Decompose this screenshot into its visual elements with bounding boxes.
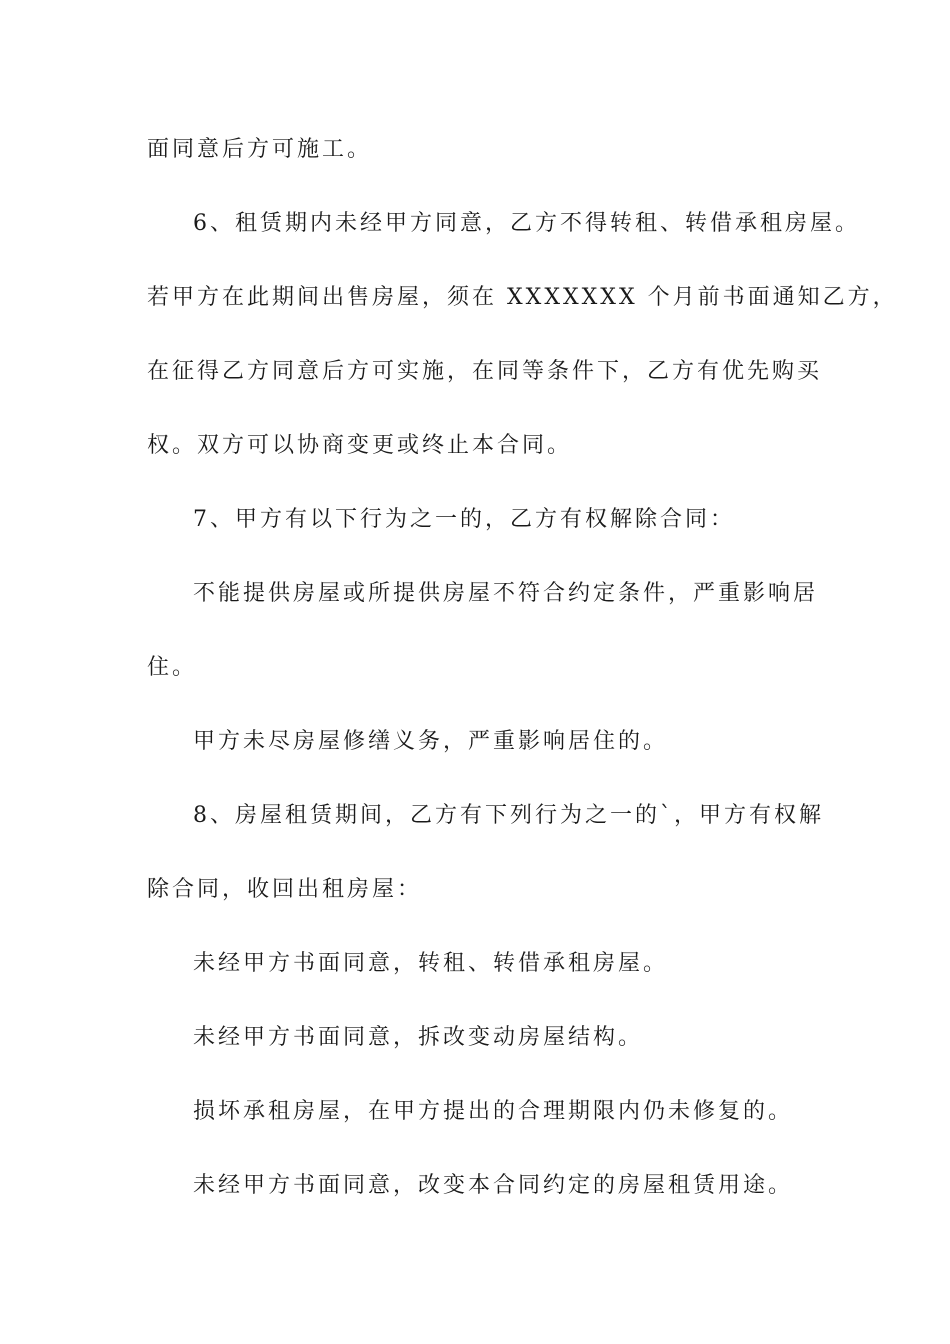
text-line-5: 权。双方可以协商变更或终止本合同。: [147, 433, 573, 458]
text-line-4: 在征得乙方同意后方可实施，在同等条件下，乙方有优先购买: [147, 359, 823, 384]
text-line-1: 面同意后方可施工。: [147, 137, 373, 162]
text-line-15: 未经甲方书面同意，改变本合同约定的房屋租赁用途。: [193, 1173, 794, 1198]
text-line-12: 未经甲方书面同意，转租、转借承租房屋。: [193, 951, 669, 976]
text-line-8: 住。: [147, 655, 198, 680]
text-line-10: 8、房屋租赁期间，乙方有下列行为之一的`，甲方有权解: [193, 803, 824, 828]
text-line-6: 7、甲方有以下行为之一的，乙方有权解除合同：: [193, 507, 735, 532]
text-line-13: 未经甲方书面同意，拆改变动房屋结构。: [193, 1025, 644, 1050]
text-line-9: 甲方未尽房屋修缮义务，严重影响居住的。: [193, 729, 669, 754]
text-line-3: 若甲方在此期间出售房屋，须在 XXXXXXX 个月前书面通知乙方，: [147, 285, 898, 310]
text-line-11: 除合同，收回出租房屋：: [147, 877, 423, 902]
text-line-2: 6、租赁期内未经甲方同意，乙方不得转租、转借承租房屋。: [193, 211, 860, 236]
contract-body: [147, 113, 898, 1223]
text-line-14: 损坏承租房屋，在甲方提出的合理期限内仍未修复的。: [193, 1099, 794, 1124]
text-line-7: 不能提供房屋或所提供房屋不符合约定条件，严重影响居: [193, 581, 819, 606]
